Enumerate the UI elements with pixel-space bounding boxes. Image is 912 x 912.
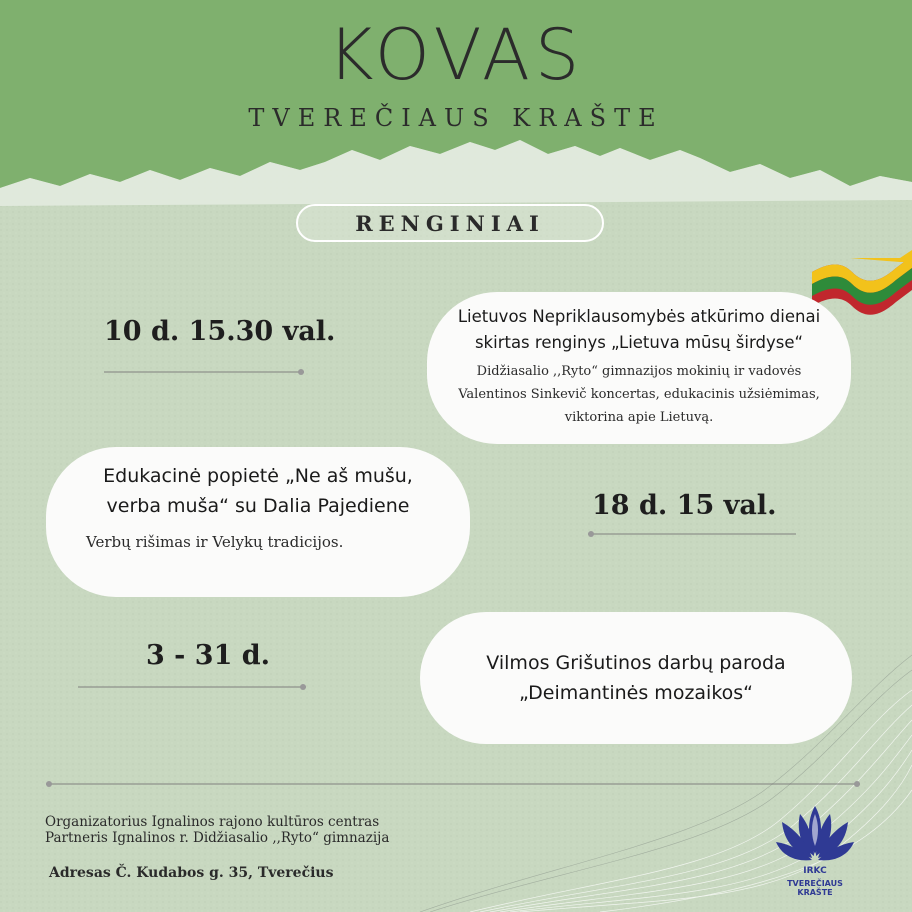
partner-text: Partneris Ignalinos r. Didžiasalio ,,Ryto“ gimnazija — [45, 830, 390, 846]
event-desc-line: Didžiasalio ,,Ryto“ gimnazijos mokinių ir vadovės — [476, 364, 802, 379]
footer-credits — [45, 814, 389, 846]
event-date: 10 d. 15.30 val. — [104, 316, 336, 347]
event-card — [46, 447, 470, 597]
event-title-line: Lietuvos Nepriklausomybės atkūrimo dienai — [457, 307, 821, 326]
divider — [104, 371, 304, 373]
logo-text-region: TVEREČIAUS KRAŠTE — [787, 879, 843, 897]
event-title-line: skirtas renginys „Lietuva mūsų širdyse“ — [474, 333, 804, 352]
event-title-line: Edukacinė popietė „Ne aš mušu, — [103, 465, 413, 487]
logo-text-irkc: IRKC — [803, 866, 827, 876]
event-desc-line: Verbų rišimas ir Velykų tradicijos. — [86, 533, 344, 551]
organizer-text: Organizatorius Ignalinos rajono kultūros centras — [45, 814, 380, 830]
event-card — [420, 612, 852, 744]
section-label — [296, 204, 604, 242]
event-desc-line: Valentinos Sinkevič koncertas, edukacinis užsiėmimas, — [458, 387, 820, 402]
event-description — [46, 531, 470, 553]
divider — [588, 533, 796, 535]
event-description — [427, 360, 851, 429]
event-desc-line: viktorina apie Lietuvą. — [564, 410, 714, 425]
event-title — [427, 304, 851, 356]
page-title: KOVAS — [327, 14, 585, 96]
event-title — [420, 648, 852, 708]
event-date: 18 d. 15 val. — [592, 490, 777, 521]
event-date: 3 - 31 d. — [146, 640, 271, 671]
page-subtitle: TVEREČIAUS KRAŠTE — [248, 104, 664, 132]
address-text: Adresas Č. Kudabos g. 35, Tverečius — [49, 865, 334, 881]
event-title-line: „Deimantinės mozaikos“ — [518, 682, 754, 704]
event-title-line: Vilmos Grišutinos darbų paroda — [486, 652, 786, 674]
section-label-text: RENGINIAI — [355, 210, 545, 236]
footer-divider — [46, 783, 860, 785]
divider — [78, 686, 306, 688]
event-title — [46, 461, 470, 521]
event-card — [427, 292, 851, 444]
event-title-line: verba muša“ su Dalia Pajediene — [106, 495, 410, 517]
